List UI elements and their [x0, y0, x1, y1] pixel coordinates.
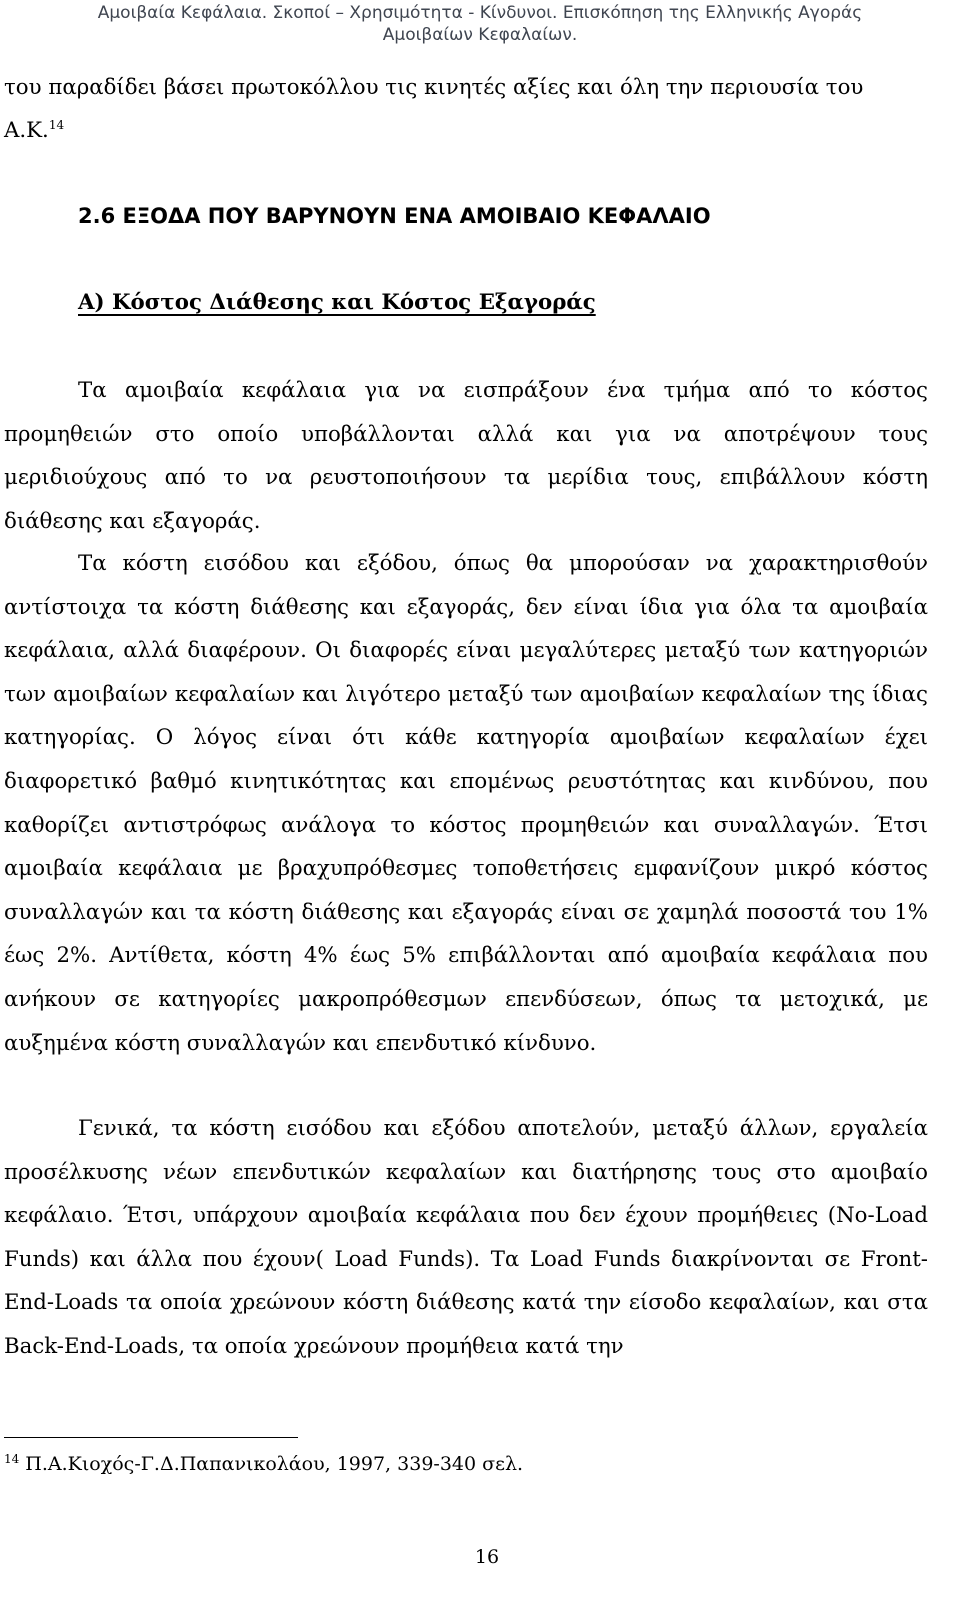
running-header-line-2: Αμοιβαίων Κεφαλαίων. [382, 25, 578, 45]
footnote-divider [4, 1437, 298, 1438]
intro-paragraph [4, 66, 928, 152]
page-number: 16 [474, 1546, 500, 1568]
footnote-mark: 14 [4, 1451, 20, 1466]
intro-text: του παραδίδει βάσει πρωτοκόλλου τις κινητές αξίες και όλη την περιουσία του Α.Κ. [4, 75, 864, 143]
footnote-text: Π.Α.Κιοχός-Γ.Δ.Παπανικολάου, 1997, 339-340 σελ. [25, 1453, 524, 1475]
paragraph-3: Γενικά, τα κόστη εισόδου και εξόδου αποτελούν, μεταξύ άλλων, εργαλεία προσέλκυσης νέων επενδυτικών κεφαλαίων και διατήρησης τους στο αμοιβαίο κεφάλαιο. Έτσι, υπάρχουν αμοιβαία κεφάλαια που δεν έχουν προμήθειες (No-Load Funds) και άλλα που έχουν( Load Funds). Τα Load Funds διακρίνονται σε Front-End-Loads τα οποία χρεώνουν κόστη διάθεσης κατά την είσοδο κεφαλαίων, και στα Back-End-Loads, τα οποία χρεώνουν προμήθεια κατά την [4, 1116, 928, 1359]
footnote-reference: 14 [48, 117, 65, 132]
footnote [4, 1451, 523, 1477]
paragraph-2: Τα κόστη εισόδου και εξόδου, όπως θα μπορούσαν να χαρακτηρισθούν αντίστοιχα τα κόστη διάθεσης και εξαγοράς, δεν είναι ίδια για όλα τα αμοιβαία κεφάλαια, αλλά διαφέρουν. Οι διαφορές είναι μεγαλύτερες μεταξύ των κατηγοριών των αμοιβαίων κεφαλαίων και λιγότερο μεταξύ των αμοιβαίων κεφαλαίων της ίδιας κατηγορίας. Ο λόγος είναι ότι κάθε κατηγορία αμοιβαίων κεφαλαίων έχει διαφορετικό βαθμό κινητικότητας και επομένως ρευστότητας και κινδύνου, που καθορίζει αντιστρόφως ανάλογα το κόστος προμηθειών και συναλλαγών. Έτσι αμοιβαία κεφάλαια με βραχυπρόθεσμες τοποθετήσεις εμφανίζουν μικρό κόστος συναλλαγών και τα κόστη διάθεσης και εξαγοράς είναι σε χαμηλά ποσοστά του 1% έως 2%. Αντίθετα, κόστη 4% έως 5% επιβάλλονται από αμοιβαία κεφάλαια που ανήκουν σε κατηγορίες μακροπρόθεσμων επενδύσεων, όπως τα μετοχικά, με αυξημένα κόστη συναλλαγών και επενδυτικό κίνδυνο. [4, 551, 928, 1056]
section-heading: 2.6 ΕΞΟΔΑ ΠΟΥ ΒΑΡΥΝΟΥΝ ΕΝΑ ΑΜΟΙΒΑΙΟ ΚΕΦΑΛΑΙΟ [78, 204, 711, 228]
paragraph-1: Τα αμοιβαία κεφάλαια για να εισπράξουν ένα τμήμα από το κόστος προμηθειών στο οποίο υποβάλλονται αλλά και για να αποτρέψουν τους μεριδιούχους από το να ρευστοποιήσουν τα μερίδια τους, επιβάλλουν κόστη διάθεσης και εξαγοράς. [4, 378, 928, 534]
subsection-heading: Α) Κόστος Διάθεσης και Κόστος Εξαγοράς [78, 290, 596, 315]
running-header-line-1: Αμοιβαία Κεφάλαια. Σκοποί – Χρησιμότητα - Κίνδυνοι. Επισκόπηση της Ελληνικής Αγοράς [97, 3, 863, 23]
running-header [0, 2, 960, 46]
